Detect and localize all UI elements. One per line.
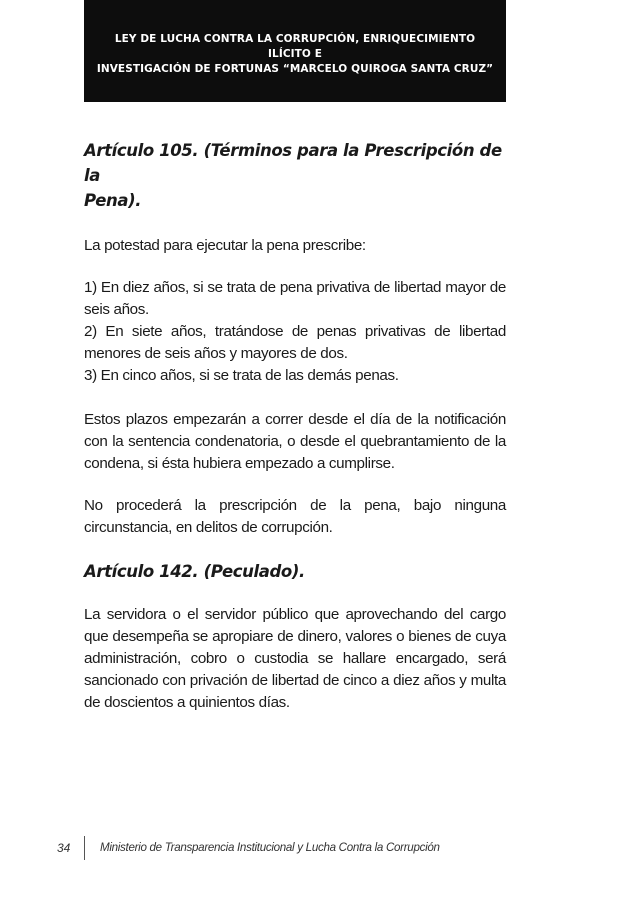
article-105-item-1: 1) En diez años, si se trata de pena privativa de libertad mayor de seis años.: [84, 279, 506, 318]
page-number: 34: [57, 841, 71, 855]
main-content: [84, 138, 506, 714]
article-105-heading-line-1: Artículo 105. (Términos para la Prescripción de la: [84, 141, 502, 185]
law-title: [84, 32, 506, 77]
article-105-paragraph-2: Estos plazos empezarán a correr desde el día de la notificación con la sentencia condenatoria, o desde el quebrantamiento de la condena, si ésta hubiera empezado a cumplirse.: [84, 411, 506, 472]
article-142: [84, 559, 506, 714]
article-105-item-2: 2) En siete años, tratándose de penas privativas de libertad menores de seis años y mayores de dos.: [84, 323, 506, 362]
article-105-heading: [84, 138, 506, 213]
law-title-line-2: INVESTIGACIÓN DE FORTUNAS “MARCELO QUIROGA SANTA CRUZ”: [96, 62, 494, 75]
article-105-item-3: 3) En cinco años, si se trata de las demás penas.: [84, 367, 399, 384]
article-105-intro: La potestad para ejecutar la pena prescribe:: [84, 237, 366, 254]
article-142-heading: Artículo 142. (Peculado).: [84, 562, 305, 581]
law-title-line-1: LEY DE LUCHA CONTRA LA CORRUPCIÓN, ENRIQUECIMIENTO ILÍCITO E: [114, 32, 476, 60]
article-105-heading-line-2: Pena).: [84, 191, 142, 210]
article-142-paragraph: La servidora o el servidor público que aprovechando del cargo que desempeña se apropiare de dinero, valores o bienes de cuya administración, cobro o custodia se hallare encargado, será sancionado con privación de libertad de cinco a diez años y multa de doscientos a quinientos días.: [84, 606, 506, 711]
article-105-paragraph-3: No procederá la prescripción de la pena, bajo ninguna circunstancia, en delitos de corrupción.: [84, 497, 506, 536]
page-footer: [0, 836, 618, 862]
article-105: [84, 138, 506, 539]
header-band: [84, 0, 506, 102]
footer-divider: [84, 836, 85, 860]
footer-ministry-name: Ministerio de Transparencia Institucional y Lucha Contra la Corrupción: [100, 841, 440, 854]
